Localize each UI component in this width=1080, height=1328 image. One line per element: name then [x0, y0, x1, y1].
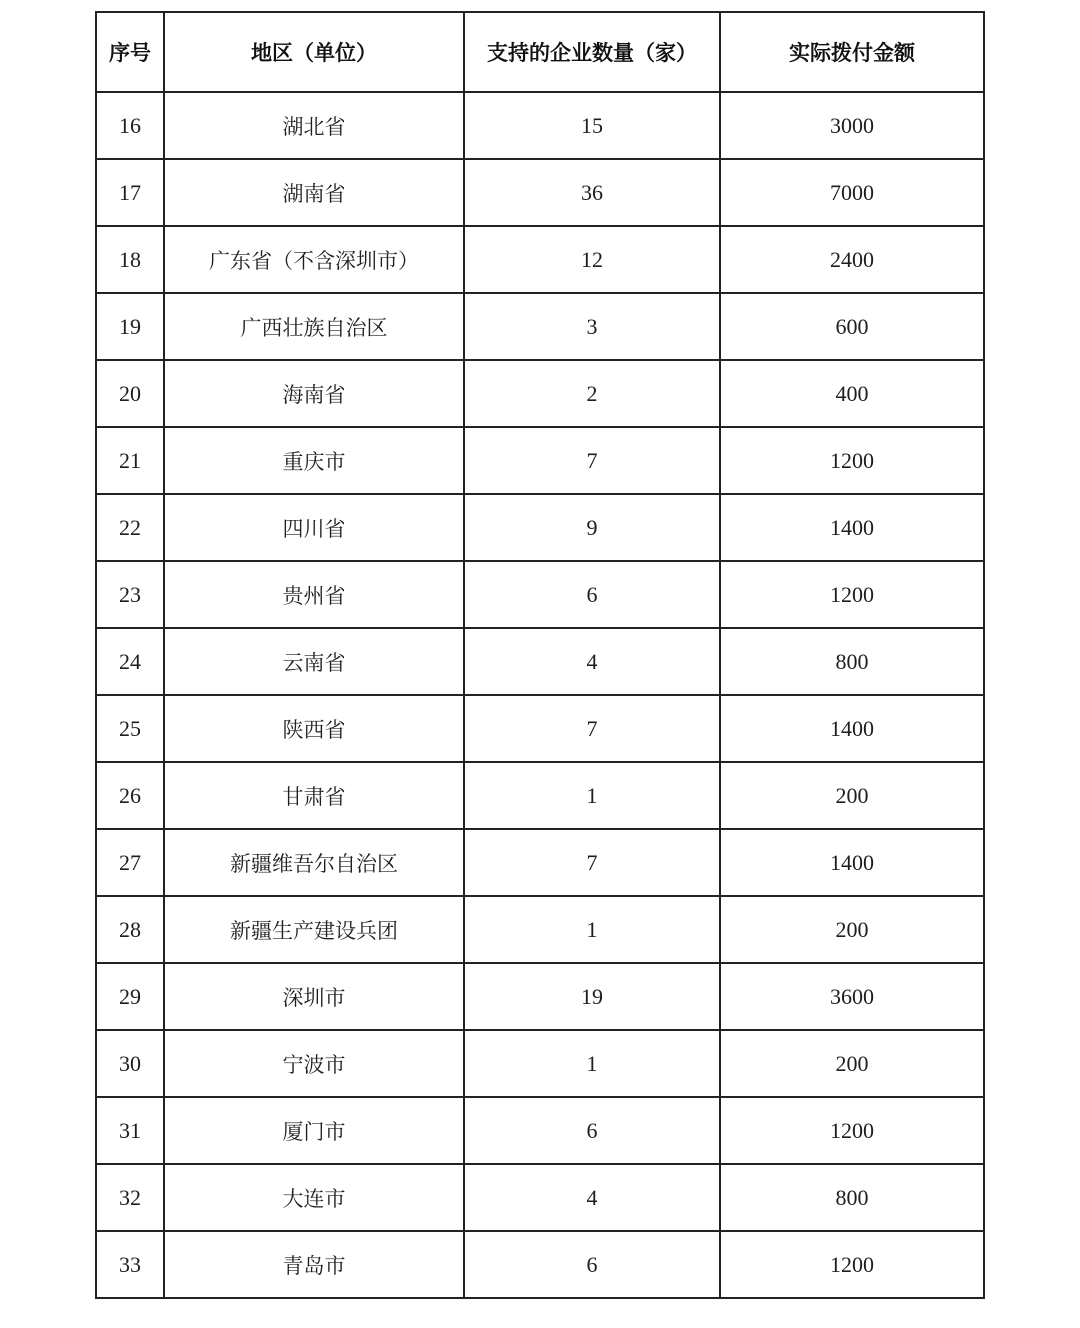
- table-row: [96, 628, 984, 695]
- cell-enterprise-count: 6: [464, 1231, 720, 1298]
- cell-region: 甘肃省: [164, 762, 464, 829]
- cell-serial-number: 16: [96, 92, 164, 159]
- table-row: [96, 159, 984, 226]
- header-serial-number: 序号: [96, 12, 164, 92]
- cell-enterprise-count: 7: [464, 829, 720, 896]
- cell-region: 大连市: [164, 1164, 464, 1231]
- cell-actual-amount: 1200: [720, 1097, 984, 1164]
- table-row: [96, 1097, 984, 1164]
- cell-actual-amount: 600: [720, 293, 984, 360]
- table-row: [96, 360, 984, 427]
- cell-serial-number: 21: [96, 427, 164, 494]
- table-row: [96, 1164, 984, 1231]
- cell-enterprise-count: 15: [464, 92, 720, 159]
- cell-serial-number: 26: [96, 762, 164, 829]
- cell-actual-amount: 1200: [720, 1231, 984, 1298]
- cell-actual-amount: 200: [720, 762, 984, 829]
- table-row: [96, 293, 984, 360]
- cell-actual-amount: 200: [720, 1030, 984, 1097]
- cell-serial-number: 33: [96, 1231, 164, 1298]
- table-row: [96, 561, 984, 628]
- table-row: [96, 829, 984, 896]
- cell-actual-amount: 2400: [720, 226, 984, 293]
- cell-actual-amount: 200: [720, 896, 984, 963]
- cell-region: 厦门市: [164, 1097, 464, 1164]
- cell-enterprise-count: 6: [464, 561, 720, 628]
- cell-serial-number: 17: [96, 159, 164, 226]
- cell-enterprise-count: 2: [464, 360, 720, 427]
- cell-region: 湖北省: [164, 92, 464, 159]
- cell-actual-amount: 1200: [720, 561, 984, 628]
- cell-serial-number: 20: [96, 360, 164, 427]
- table-row: [96, 762, 984, 829]
- cell-region: 广西壮族自治区: [164, 293, 464, 360]
- cell-actual-amount: 400: [720, 360, 984, 427]
- cell-serial-number: 27: [96, 829, 164, 896]
- cell-region: 新疆生产建设兵团: [164, 896, 464, 963]
- cell-region: 广东省（不含深圳市）: [164, 226, 464, 293]
- cell-serial-number: 31: [96, 1097, 164, 1164]
- cell-region: 四川省: [164, 494, 464, 561]
- table-row: [96, 226, 984, 293]
- cell-region: 海南省: [164, 360, 464, 427]
- cell-serial-number: 30: [96, 1030, 164, 1097]
- cell-enterprise-count: 1: [464, 896, 720, 963]
- header-actual-amount: 实际拨付金额: [720, 12, 984, 92]
- table-row: [96, 494, 984, 561]
- cell-region: 湖南省: [164, 159, 464, 226]
- cell-serial-number: 24: [96, 628, 164, 695]
- cell-serial-number: 22: [96, 494, 164, 561]
- cell-region: 青岛市: [164, 1231, 464, 1298]
- cell-actual-amount: 3600: [720, 963, 984, 1030]
- cell-enterprise-count: 19: [464, 963, 720, 1030]
- header-row: [96, 12, 984, 92]
- cell-actual-amount: 1400: [720, 494, 984, 561]
- cell-actual-amount: 1400: [720, 695, 984, 762]
- cell-serial-number: 28: [96, 896, 164, 963]
- cell-enterprise-count: 4: [464, 628, 720, 695]
- table-row: [96, 1231, 984, 1298]
- table-row: [96, 963, 984, 1030]
- cell-serial-number: 19: [96, 293, 164, 360]
- cell-enterprise-count: 12: [464, 226, 720, 293]
- cell-enterprise-count: 3: [464, 293, 720, 360]
- table-row: [96, 1030, 984, 1097]
- cell-region: 深圳市: [164, 963, 464, 1030]
- cell-enterprise-count: 1: [464, 762, 720, 829]
- table-row: [96, 427, 984, 494]
- cell-enterprise-count: 7: [464, 427, 720, 494]
- table-row: [96, 695, 984, 762]
- table-row: [96, 896, 984, 963]
- cell-region: 宁波市: [164, 1030, 464, 1097]
- cell-serial-number: 18: [96, 226, 164, 293]
- cell-region: 贵州省: [164, 561, 464, 628]
- cell-enterprise-count: 7: [464, 695, 720, 762]
- cell-actual-amount: 800: [720, 628, 984, 695]
- cell-serial-number: 32: [96, 1164, 164, 1231]
- cell-region: 新疆维吾尔自治区: [164, 829, 464, 896]
- cell-serial-number: 23: [96, 561, 164, 628]
- cell-serial-number: 29: [96, 963, 164, 1030]
- table-body: [96, 92, 984, 1298]
- cell-region: 云南省: [164, 628, 464, 695]
- cell-actual-amount: 1200: [720, 427, 984, 494]
- cell-actual-amount: 800: [720, 1164, 984, 1231]
- header-region: 地区（单位）: [164, 12, 464, 92]
- funding-table-container: [95, 11, 983, 1299]
- cell-actual-amount: 7000: [720, 159, 984, 226]
- cell-enterprise-count: 6: [464, 1097, 720, 1164]
- table-header: [96, 12, 984, 92]
- funding-table: [95, 11, 985, 1299]
- cell-serial-number: 25: [96, 695, 164, 762]
- cell-enterprise-count: 9: [464, 494, 720, 561]
- cell-actual-amount: 1400: [720, 829, 984, 896]
- cell-enterprise-count: 4: [464, 1164, 720, 1231]
- cell-enterprise-count: 1: [464, 1030, 720, 1097]
- cell-enterprise-count: 36: [464, 159, 720, 226]
- header-enterprise-count: 支持的企业数量（家）: [464, 12, 720, 92]
- table-row: [96, 92, 984, 159]
- cell-region: 陕西省: [164, 695, 464, 762]
- cell-actual-amount: 3000: [720, 92, 984, 159]
- cell-region: 重庆市: [164, 427, 464, 494]
